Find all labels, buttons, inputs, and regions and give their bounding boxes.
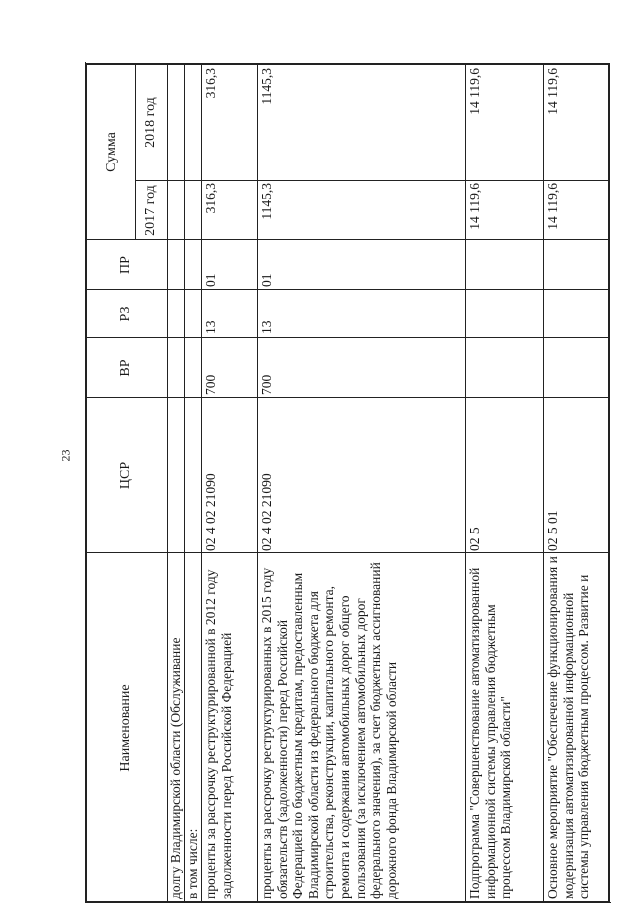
budget-table <box>85 63 610 903</box>
row-4-csr: 02 4 02 21090 <box>259 473 274 551</box>
row-5-2017: 14 119,6 <box>467 183 482 230</box>
row-3-rz: 13 <box>203 320 218 334</box>
header-pr: ПР <box>118 256 133 274</box>
row-6-2017: 14 119,6 <box>545 183 560 230</box>
row-4-name: проценты за рассрочку реструктурированных в 2015 году обязательств (задолженности) перед Российской Федерацией по бюджетным кредитам, предоставленным Владимирской области из федерального бюджета для строительства, реконструкции, капитального ремонта, ремонта и содержания автомобильных дорог общего пользования (за исключением автомобильных дорог федерального значения), за счет бюджетных ассигнований дорожного фонда Владимирской области <box>259 562 399 899</box>
row-4-pr: 01 <box>259 273 274 287</box>
row-1-name: долгу Владимирской области (Обслуживание <box>168 637 183 899</box>
row-6-2018: 14 119,6 <box>545 68 560 115</box>
row-4-2018: 1145,3 <box>259 68 274 105</box>
row-3-pr: 01 <box>203 273 218 287</box>
row-5-name: Подпрограмма "Совершенствование автоматизированной информационной системы управления бюджетным процессом Владимирской области" <box>467 567 514 899</box>
page-number: 23 <box>58 449 73 462</box>
header-2018: 2018 год <box>143 97 158 148</box>
row-3-name: проценты за рассрочку реструктурированной в 2012 году задолженности перед Российской Федерацией <box>203 569 234 899</box>
header-csr: ЦСР <box>118 461 133 490</box>
row-2-name: в том числе: <box>185 828 200 899</box>
row-3-csr: 02 4 02 21090 <box>203 473 218 551</box>
header-name: Наименование <box>118 684 133 772</box>
header-rz: РЗ <box>118 306 133 322</box>
row-4-vr: 700 <box>259 374 274 395</box>
row-4-2017: 1145,3 <box>259 183 274 220</box>
row-3-2018: 316,3 <box>203 68 218 99</box>
row-3-vr: 700 <box>203 374 218 395</box>
row-6-name: Основное мероприятие "Обеспечение функционирования и модернизация автоматизированной информационной системы управления бюджетным процессом. Развитие и <box>545 556 592 899</box>
row-4-rz: 13 <box>259 320 274 334</box>
header-vr: ВР <box>118 359 133 377</box>
row-5-2018: 14 119,6 <box>467 68 482 115</box>
row-5-csr: 02 5 <box>467 527 482 551</box>
header-2017: 2017 год <box>143 185 158 236</box>
row-6-csr: 02 5 01 <box>545 510 560 551</box>
header-sum: Сумма <box>104 132 119 172</box>
row-3-2017: 316,3 <box>203 183 218 214</box>
